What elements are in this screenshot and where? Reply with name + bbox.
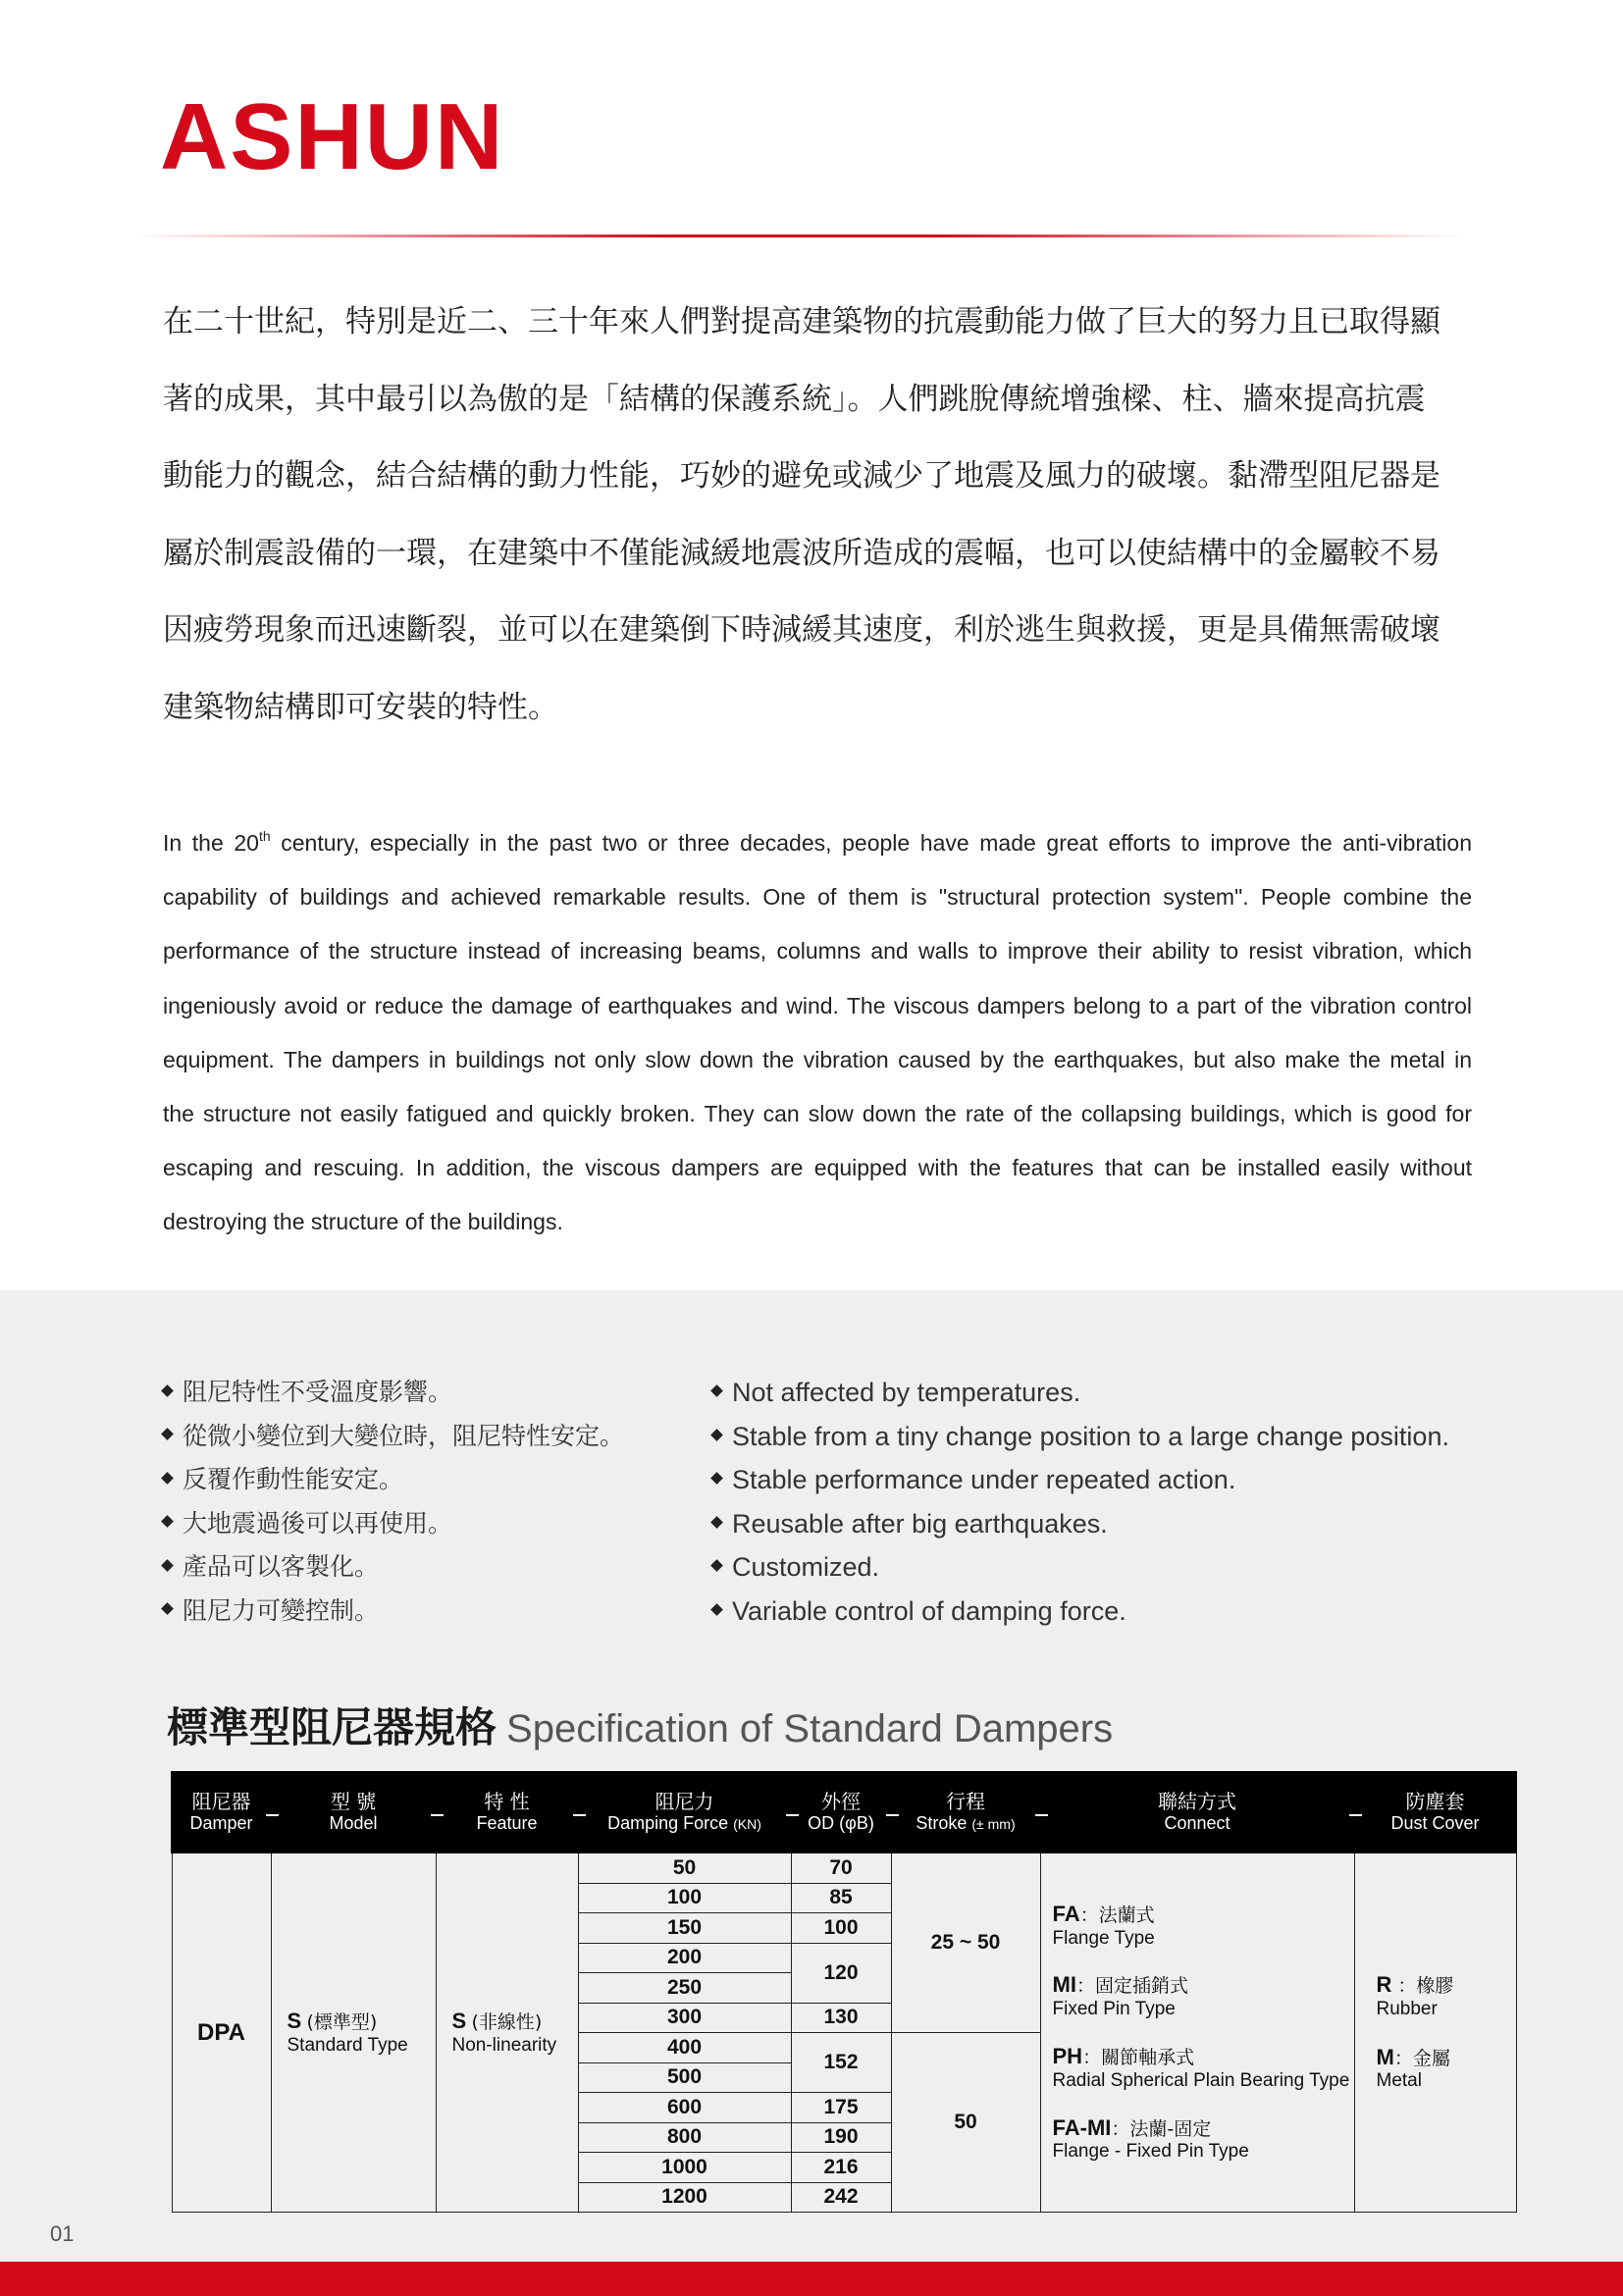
feature-text: Not affected by temperatures. xyxy=(732,1378,1081,1407)
spec-title xyxy=(167,1703,1114,1751)
header-separator xyxy=(431,1814,444,1816)
header-od: 外徑 OD (φB) xyxy=(791,1772,891,1852)
intro-zh-line: 建築物結構即可安裝的特性。 xyxy=(163,689,558,725)
header-separator xyxy=(786,1814,799,1816)
force-cell: 1000 xyxy=(578,2153,791,2183)
spec-header-row xyxy=(172,1772,1516,1852)
feature-item xyxy=(712,1371,1449,1415)
connect-option: PH：關節軸承式 Radial Spherical Plain Bearing Type xyxy=(1052,2044,1350,2091)
page-number: 01 xyxy=(50,2221,75,2246)
od-cell: 70 xyxy=(791,1852,891,1883)
feature-text: Variable control of damping force. xyxy=(732,1595,1126,1626)
header-connect: 聯結方式 Connect xyxy=(1040,1772,1354,1852)
diamond-bullet-icon xyxy=(161,1515,174,1528)
diamond-bullet-icon xyxy=(710,1473,723,1486)
od-cell: 175 xyxy=(791,2093,891,2123)
table-row xyxy=(172,1852,1516,1883)
damper-cell: DPA xyxy=(172,1852,271,2213)
feature-item xyxy=(163,1458,624,1502)
diamond-bullet-icon xyxy=(161,1559,174,1572)
od-cell: 120 xyxy=(791,1943,891,2003)
intro-zh-line: 動能力的觀念，結合結構的動力性能，巧妙的避免或減少了地震及風力的破壞。黏滯型阻尼器是 xyxy=(163,458,1440,494)
footer-bar xyxy=(0,2262,1623,2296)
header-divider xyxy=(137,235,1462,237)
dust-cover-cell xyxy=(1354,1852,1516,2213)
force-cell: 50 xyxy=(578,1852,791,1883)
feature-item xyxy=(712,1458,1449,1502)
diamond-bullet-icon xyxy=(161,1428,174,1440)
intro-zh-line: 屬於制震設備的一環，在建築中不僅能減緩地震波所造成的震幅，也可以使結構中的金屬較不易 xyxy=(163,535,1440,571)
od-cell: 100 xyxy=(791,1913,891,1944)
header-model: 型 號 Model xyxy=(271,1772,436,1852)
feature-item xyxy=(712,1590,1449,1634)
diamond-bullet-icon xyxy=(710,1429,723,1441)
features-list-zh xyxy=(163,1371,624,1633)
feature-item xyxy=(163,1415,624,1459)
intro-en-line: escaping and rescuing. In addition, the viscous dampers are equipped with the features that can be installed easily without xyxy=(163,1155,1472,1181)
force-cell: 150 xyxy=(578,1913,791,1944)
connect-cell xyxy=(1040,1852,1354,2213)
force-cell: 300 xyxy=(578,2003,791,2033)
feature-item xyxy=(712,1502,1449,1546)
force-cell: 400 xyxy=(578,2033,791,2063)
intro-en-line: capability of buildings and achieved remarkable results. One of them is "structural protection system". People combine the xyxy=(163,884,1472,911)
feature-item xyxy=(712,1415,1449,1459)
brand-logo: ASHUN xyxy=(160,84,505,189)
od-cell: 216 xyxy=(791,2153,891,2183)
intro-en-line: ingeniously avoid or reduce the damage of earthquakes and wind. The viscous dampers belong to a part of the vibration control xyxy=(163,992,1472,1018)
cover-option: M：金屬 Metal xyxy=(1376,2044,1450,2092)
od-cell: 85 xyxy=(791,1883,891,1913)
intro-zh-line: 著的成果，其中最引以為傲的是「結構的保護系統」。人們跳脫傳統增強樑、柱、牆來提高抗震 xyxy=(163,381,1426,417)
feature-item xyxy=(163,1590,624,1634)
header-separator xyxy=(573,1814,586,1816)
feature-text: 反覆作動性能安定。 xyxy=(183,1465,404,1493)
feature-text: Stable from a tiny change position to a large change position. xyxy=(732,1421,1449,1451)
od-cell: 130 xyxy=(791,2003,891,2033)
diamond-bullet-icon xyxy=(710,1385,723,1398)
feature-text: 大地震過後可以再使用。 xyxy=(183,1508,453,1538)
spec-title-en: Specification of Standard Dampers xyxy=(506,1707,1114,1750)
diamond-bullet-icon xyxy=(161,1384,174,1397)
connect-option: FA-MI：法蘭-固定 Flange - Fixed Pin Type xyxy=(1052,2114,1249,2163)
spec-table xyxy=(171,1771,1517,2213)
intro-en-line xyxy=(163,816,1472,870)
connect-option: MI：固定插銷式 Fixed Pin Type xyxy=(1052,1972,1188,2020)
feature-text: Reusable after big earthquakes. xyxy=(732,1508,1108,1539)
header-feature: 特 性 Feature xyxy=(436,1772,578,1852)
header-stroke: 行程 Stroke (± mm) xyxy=(891,1772,1040,1852)
intro-english xyxy=(163,816,1472,1250)
feature-item xyxy=(163,1545,624,1590)
header-dust-cover: 防塵套 Dust Cover xyxy=(1354,1772,1516,1852)
features-list-en xyxy=(712,1371,1449,1633)
diamond-bullet-icon xyxy=(710,1603,723,1616)
diamond-bullet-icon xyxy=(710,1560,723,1573)
model-cell: S (標準型) Standard Type xyxy=(271,1852,436,2213)
diamond-bullet-icon xyxy=(161,1602,174,1615)
diamond-bullet-icon xyxy=(710,1516,723,1529)
feature-text: Stable performance under repeated action. xyxy=(732,1465,1236,1494)
feature-cell: S (非線性) Non-linearity xyxy=(436,1852,578,2213)
header-damper: 阻尼器 Damper xyxy=(172,1772,271,1852)
stroke-cell: 25 ~ 50 xyxy=(891,1852,1040,2033)
force-cell: 600 xyxy=(578,2093,791,2123)
intro-en-line: equipment. The dampers in buildings not only slow down the vibration caused by the earthquakes, but also make the metal in xyxy=(163,1046,1472,1072)
header-separator xyxy=(886,1814,899,1816)
intro-en-text: century, especially in the past two or three decades, people have made great efforts to improve the anti-vibration xyxy=(270,830,1472,856)
header-damping-force: 阻尼力 Damping Force (KN) xyxy=(578,1772,791,1852)
feature-text: 產品可以客製化。 xyxy=(183,1552,380,1581)
force-cell: 800 xyxy=(578,2122,791,2153)
force-cell: 100 xyxy=(578,1883,791,1913)
intro-zh-line: 在二十世紀，特別是近二、三十年來人們對提高建築物的抗震動能力做了巨大的努力且已取得顯 xyxy=(163,304,1440,339)
feature-text: 阻尼特性不受溫度影響。 xyxy=(183,1378,453,1406)
od-cell: 152 xyxy=(791,2033,891,2093)
feature-text: Customized. xyxy=(732,1552,880,1582)
stroke-cell: 50 xyxy=(891,2033,1040,2213)
feature-text: 從微小變位到大變位時，阻尼特性安定。 xyxy=(183,1421,625,1450)
force-cell: 200 xyxy=(578,1943,791,1973)
diamond-bullet-icon xyxy=(161,1472,174,1485)
intro-chinese xyxy=(163,284,1472,746)
intro-en-text: In the 20 xyxy=(163,830,259,856)
header-separator xyxy=(266,1814,279,1816)
od-cell: 190 xyxy=(791,2122,891,2153)
force-cell: 1200 xyxy=(578,2182,791,2213)
connect-option: FA：法蘭式 Flange Type xyxy=(1052,1901,1155,1949)
intro-en-line: destroying the structure of the buildings. xyxy=(163,1209,563,1235)
header-separator xyxy=(1035,1814,1048,1816)
feature-item xyxy=(712,1545,1449,1590)
feature-item xyxy=(163,1502,624,1546)
intro-en-superscript: th xyxy=(258,828,271,844)
force-cell: 250 xyxy=(578,1973,791,2004)
force-cell: 500 xyxy=(578,2062,791,2093)
feature-text: 阻尼力可變控制。 xyxy=(183,1595,380,1625)
intro-zh-line: 因疲勞現象而迅速斷裂，並可以在建築倒下時減緩其速度，利於逃生與救援，更是具備無需破壞 xyxy=(163,612,1440,648)
spec-title-zh: 標準型阻尼器規格 xyxy=(167,1703,497,1751)
cover-option: R ：橡膠 Rubber xyxy=(1376,1971,1454,2019)
feature-item xyxy=(163,1371,624,1415)
intro-en-line: the structure not easily fatigued and quickly broken. They can slow down the rate of the collapsing buildings, which is good for xyxy=(163,1100,1472,1126)
header-separator xyxy=(1349,1814,1362,1816)
intro-en-line: performance of the structure instead of increasing beams, columns and walls to improve their ability to resist vibration, which xyxy=(163,938,1472,965)
od-cell: 242 xyxy=(791,2182,891,2213)
